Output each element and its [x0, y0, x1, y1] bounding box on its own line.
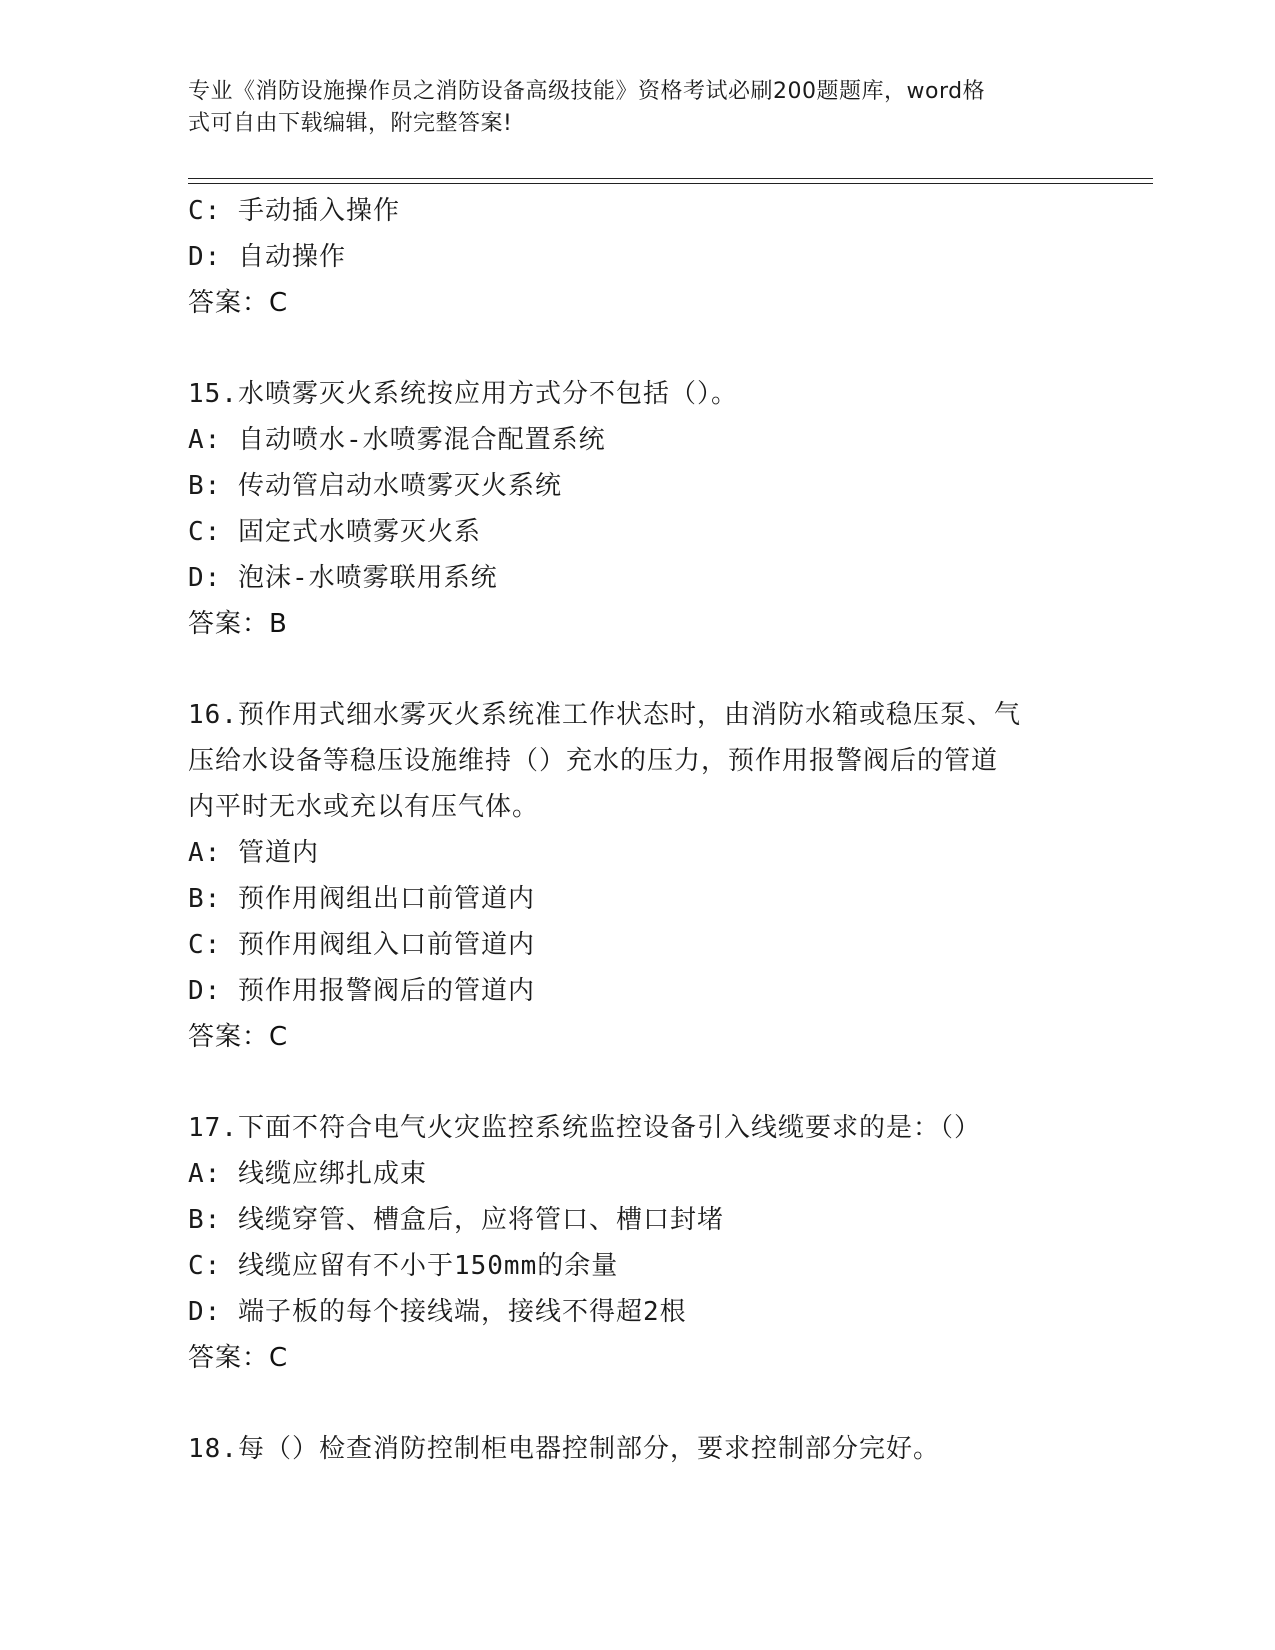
- q17-option-c: C: 线缆应留有不小于150mm的余量: [188, 1251, 619, 1281]
- q15-answer: 答案：B: [188, 609, 288, 639]
- q17-answer: 答案：C: [188, 1343, 289, 1373]
- q18-stem: 18.每（）检查消防控制柜电器控制部分，要求控制部分完好。: [188, 1434, 940, 1464]
- question-14: [188, 188, 1148, 326]
- q15-option-b: B: 传动管启动水喷雾灭火系统: [188, 471, 562, 501]
- q15-option-c: C: 固定式水喷雾灭火系: [188, 517, 481, 547]
- question-18: [188, 1426, 1148, 1472]
- header-line-1: 专业《消防设施操作员之消防设备高级技能》资格考试必刷200题题库，word格: [188, 79, 986, 104]
- question-gap: [188, 1060, 1148, 1105]
- q15-stem: 15.水喷雾灭火系统按应用方式分不包括（）。: [188, 379, 738, 409]
- q16-option-a: A: 管道内: [188, 838, 319, 868]
- question-list: [188, 188, 1148, 1472]
- q16-stem-line-2: 压给水设备等稳压设施维持（）充水的压力，预作用报警阀后的管道: [188, 746, 999, 776]
- header-divider-top: [188, 178, 1153, 179]
- question-17: [188, 1105, 1148, 1381]
- q17-option-b: B: 线缆穿管、槽盒后，应将管口、槽口封堵: [188, 1205, 724, 1235]
- q15-option-a: A: 自动喷水-水喷雾混合配置系统: [188, 425, 606, 455]
- header-line-2: 式可自由下载编辑，附完整答案!: [188, 111, 513, 136]
- q17-option-d: D: 端子板的每个接线端，接线不得超2根: [188, 1297, 687, 1327]
- q16-option-b: B: 预作用阀组出口前管道内: [188, 884, 535, 914]
- q16-option-c: C: 预作用阀组入口前管道内: [188, 930, 535, 960]
- header-divider-bottom: [188, 183, 1153, 184]
- q16-stem-line-1: 16.预作用式细水雾灭火系统准工作状态时，由消防水箱或稳压泵、气: [188, 700, 1021, 730]
- q15-option-d: D: 泡沫-水喷雾联用系统: [188, 563, 498, 593]
- question-gap: [188, 1381, 1148, 1426]
- question-gap: [188, 647, 1148, 692]
- q16-option-d: D: 预作用报警阀后的管道内: [188, 976, 535, 1006]
- q16-stem-line-3: 内平时无水或充以有压气体。: [188, 792, 540, 822]
- document-header: [188, 76, 1088, 140]
- q17-stem: 17.下面不符合电气火灾监控系统监控设备引入线缆要求的是：（）: [188, 1113, 981, 1143]
- question-gap: [188, 326, 1148, 371]
- q14-option-c: C: 手动插入操作: [188, 196, 400, 226]
- q16-answer: 答案：C: [188, 1022, 289, 1052]
- q17-option-a: A: 线缆应绑扎成束: [188, 1159, 427, 1189]
- q14-answer: 答案：C: [188, 288, 289, 318]
- q14-option-d: D: 自动操作: [188, 242, 346, 272]
- question-16: [188, 692, 1148, 1060]
- question-15: [188, 371, 1148, 647]
